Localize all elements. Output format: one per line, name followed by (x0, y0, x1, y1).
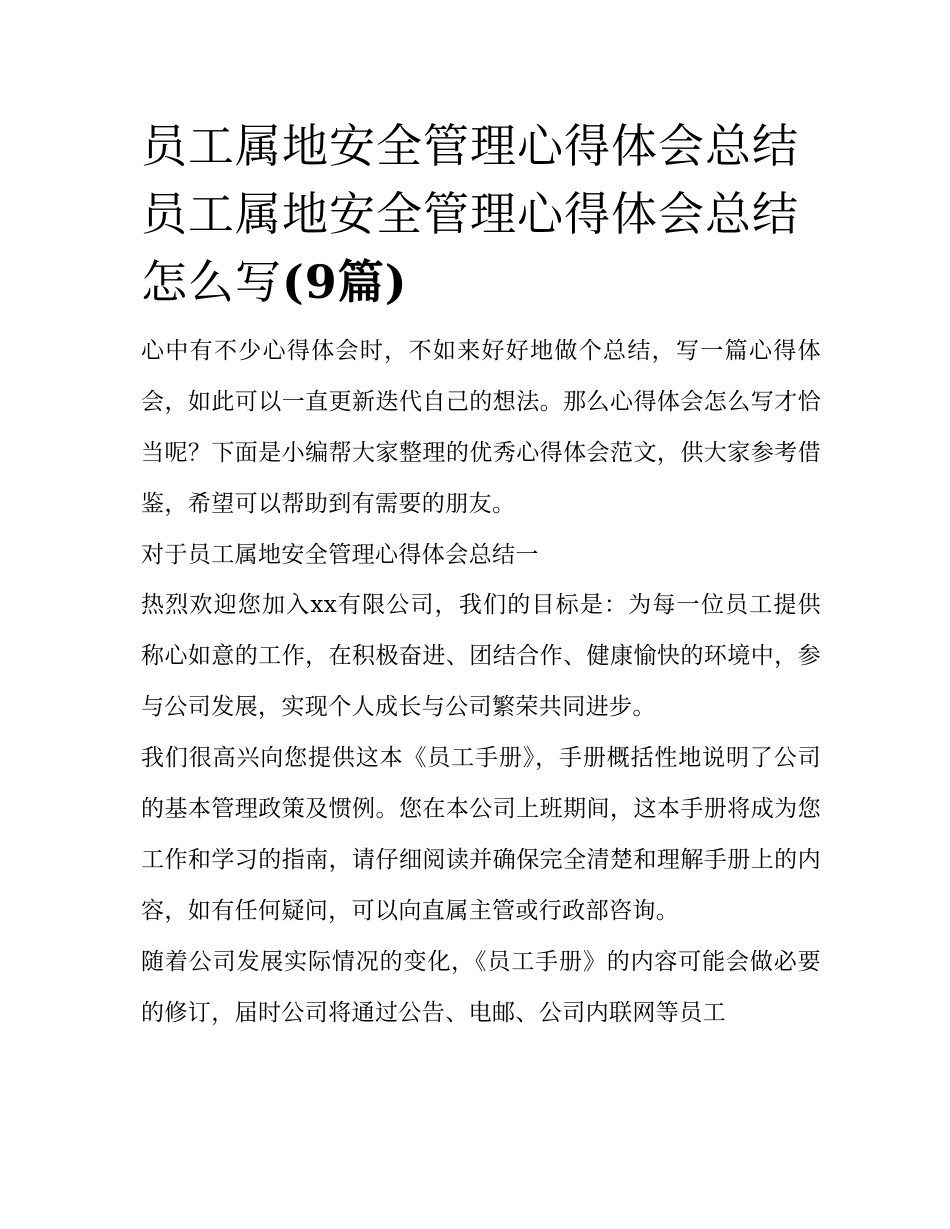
document-body (141, 112, 821, 1039)
body-paragraph-revision: 随着公司发展实际情况的变化，《员工手册》的内容可能会做必要的修订，届时公司将通过公告、电邮、公司内联网等员工 (141, 949, 821, 1026)
document-title (141, 112, 821, 316)
document-title-count: (9篇) (282, 255, 408, 309)
document-title-text: 员工属地安全管理心得体会总结 员工属地安全管理心得体会总结怎么写 (141, 119, 799, 309)
body-paragraph-handbook: 我们很高兴向您提供这本《员工手册》，手册概括性地说明了公司的基本管理政策及惯例。您在本公司上班期间，这本手册将成为您工作和学习的指南，请仔细阅读并确保完全清楚和理解手册上的内容，如有任何疑问，可以向直属主管或行政部咨询。 (141, 745, 821, 924)
body-paragraph-welcome: 热烈欢迎您加入xx有限公司，我们的目标是：为每一位员工提供称心如意的工作，在积极奋进、团结合作、健康愉快的环境中，参与公司发展，实现个人成长与公司繁荣共同进步。 (141, 592, 821, 720)
intro-paragraph: 心中有不少心得体会时，不如来好好地做个总结，写一篇心得体会，如此可以一直更新迭代自己的想法。那么心得体会怎么写才恰当呢？下面是小编帮大家整理的优秀心得体会范文，供大家参考借鉴，希望可以帮助到有需要的朋友。 (141, 338, 821, 517)
section-heading: 对于员工属地安全管理心得体会总结一 (141, 542, 539, 568)
